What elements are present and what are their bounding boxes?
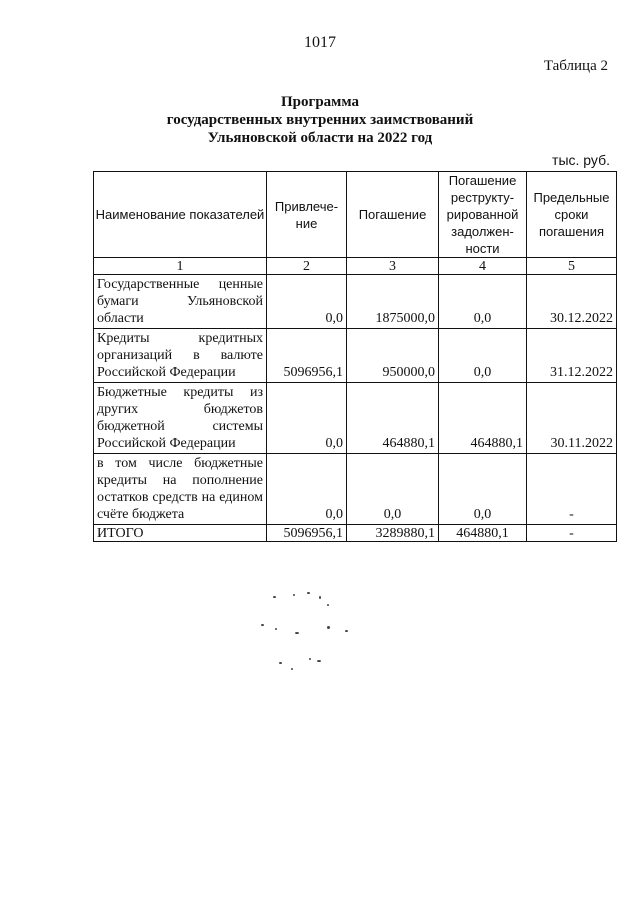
total-deadline: - bbox=[527, 525, 617, 542]
column-number: 1 bbox=[94, 258, 267, 275]
column-number: 5 bbox=[527, 258, 617, 275]
total-name: ИТОГО bbox=[94, 525, 267, 542]
row-attraction: 5096956,1 bbox=[267, 329, 347, 383]
title-line-3: Ульяновской области на 2022 год bbox=[207, 130, 433, 146]
title-line-2: государственных внутренних заимствований bbox=[166, 112, 474, 128]
table-row bbox=[94, 275, 617, 329]
table-label: Таблица 2 bbox=[543, 58, 608, 74]
row-attraction: 0,0 bbox=[267, 275, 347, 329]
borrowing-program-table bbox=[93, 171, 617, 542]
table-header-row bbox=[94, 172, 617, 258]
unit-label: тыс. руб. bbox=[552, 152, 610, 168]
row-repayment: 1875000,0 bbox=[347, 275, 439, 329]
header-cell-attraction: Привлече-ние bbox=[267, 172, 347, 258]
table-row bbox=[94, 454, 617, 525]
table-total-row bbox=[94, 525, 617, 542]
row-repayment: 464880,1 bbox=[347, 383, 439, 454]
header-cell-name: Наименование показателей bbox=[94, 172, 267, 258]
column-number: 3 bbox=[347, 258, 439, 275]
header-cell-restructured: Погашение реструкту-рированной задолжен-ности bbox=[439, 172, 527, 258]
total-attraction: 5096956,1 bbox=[267, 525, 347, 542]
header-cell-repayment: Погашение bbox=[347, 172, 439, 258]
row-deadline: 31.12.2022 bbox=[527, 329, 617, 383]
row-name: Бюджетные кредиты из других бюджетов бюджетной системы Российской Федерации bbox=[94, 383, 267, 454]
row-restructured: 0,0 bbox=[439, 454, 527, 525]
row-name: Государственные ценные бумаги Ульяновской области bbox=[94, 275, 267, 329]
row-name: в том числе бюджетные кредиты на пополнение остатков средств на едином счёте бюджета bbox=[94, 454, 267, 525]
row-name: Кредиты кредитных организаций в валюте Российской Федерации bbox=[94, 329, 267, 383]
title-line-1: Программа bbox=[281, 94, 359, 110]
table-row bbox=[94, 329, 617, 383]
column-number: 2 bbox=[267, 258, 347, 275]
total-restructured: 464880,1 bbox=[439, 525, 527, 542]
row-deadline: 30.11.2022 bbox=[527, 383, 617, 454]
row-restructured: 464880,1 bbox=[439, 383, 527, 454]
row-deadline: 30.12.2022 bbox=[527, 275, 617, 329]
row-attraction: 0,0 bbox=[267, 383, 347, 454]
column-number: 4 bbox=[439, 258, 527, 275]
header-cell-deadline: Предельные сроки погашения bbox=[527, 172, 617, 258]
row-repayment: 0,0 bbox=[347, 454, 439, 525]
page-number: 1017 bbox=[304, 34, 336, 51]
total-repayment: 3289880,1 bbox=[347, 525, 439, 542]
row-deadline: - bbox=[527, 454, 617, 525]
row-restructured: 0,0 bbox=[439, 329, 527, 383]
row-attraction: 0,0 bbox=[267, 454, 347, 525]
table-row bbox=[94, 383, 617, 454]
row-repayment: 950000,0 bbox=[347, 329, 439, 383]
row-restructured: 0,0 bbox=[439, 275, 527, 329]
faint-stamp-marks bbox=[255, 590, 365, 680]
document-title bbox=[0, 93, 640, 147]
column-number-row bbox=[94, 258, 617, 275]
